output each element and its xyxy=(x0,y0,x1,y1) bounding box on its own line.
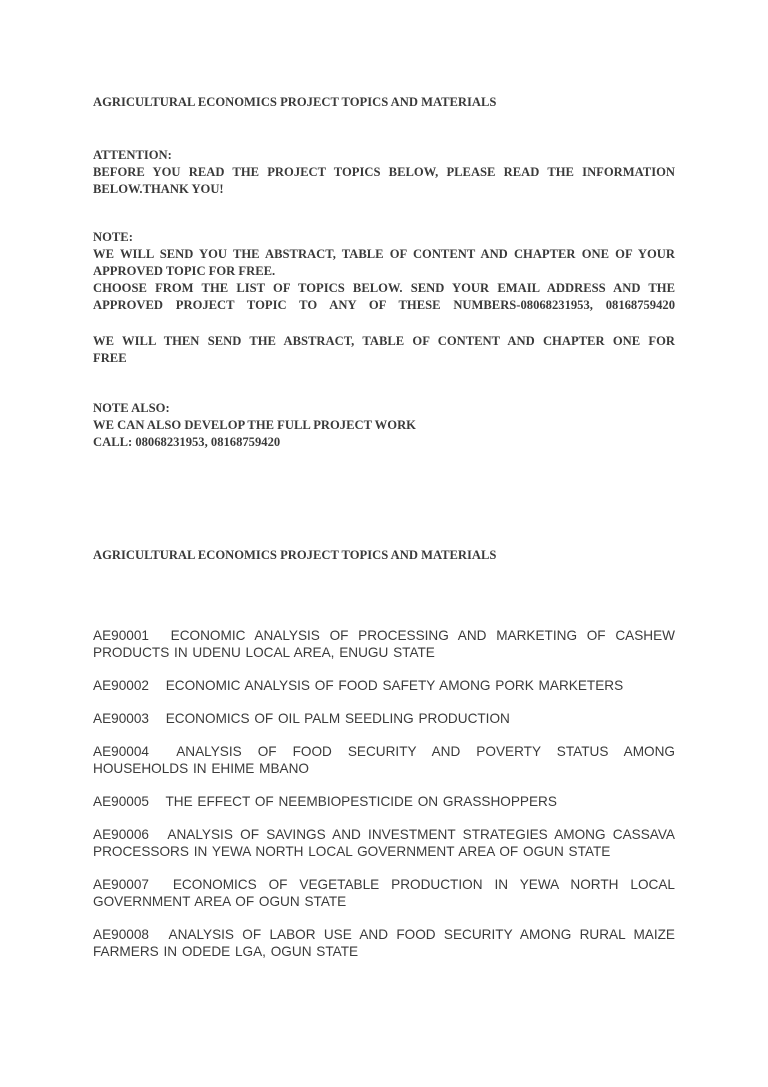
topic-title: ANALYSIS OF LABOR USE AND FOOD SECURITY AMONG RURAL MAIZE FARMERS IN ODEDE LGA, OGUN STATE xyxy=(93,927,676,959)
topic-item xyxy=(93,826,675,860)
note-line: APPROVED TOPIC FOR FREE. xyxy=(93,264,276,278)
attention-line: BEFORE YOU READ THE PROJECT TOPICS BELOW, PLEASE READ THE INFORMATION xyxy=(93,165,675,179)
topic-title: ECONOMIC ANALYSIS OF PROCESSING AND MARKETING OF CASHEW PRODUCTS IN UDENU LOCAL AREA, ENUGU STATE xyxy=(93,628,675,660)
topic-title: ANALYSIS OF FOOD SECURITY AND POVERTY STATUS AMONG HOUSEHOLDS IN EHIME MBANO xyxy=(93,744,675,776)
note-line: APPROVED PROJECT TOPIC TO ANY OF THESE NUMBERS-08068231953, 08168759420 xyxy=(93,298,675,312)
attention-line: BELOW.THANK YOU! xyxy=(93,182,224,196)
topic-item xyxy=(93,926,675,960)
topic-item xyxy=(93,677,675,694)
topic-item xyxy=(93,627,675,661)
note-section xyxy=(93,229,675,314)
note-also-section xyxy=(93,400,675,451)
topics-list-title xyxy=(93,547,675,564)
note-line: WE WILL SEND YOU THE ABSTRACT, TABLE OF CONTENT AND CHAPTER ONE OF YOUR xyxy=(93,247,675,261)
document-title-text: AGRICULTURAL ECONOMICS PROJECT TOPICS AND MATERIALS xyxy=(93,95,497,109)
topic-item xyxy=(93,876,675,910)
topic-title: ECONOMICS OF OIL PALM SEEDLING PRODUCTION xyxy=(165,711,510,726)
topic-title: ANALYSIS OF SAVINGS AND INVESTMENT STRATEGIES AMONG CASSAVA PROCESSORS IN YEWA NORTH LOCAL GOVERNMENT AREA OF OGUN STATE xyxy=(93,827,675,859)
note-also-phone: CALL: 08068231953, 08168759420 xyxy=(93,435,281,449)
topic-title: THE EFFECT OF NEEMBIOPESTICIDE ON GRASSHOPPERS xyxy=(165,794,557,809)
topic-code: AE90004 xyxy=(93,744,149,759)
topic-item xyxy=(93,710,675,727)
then-section xyxy=(93,333,675,367)
topic-code: AE90002 xyxy=(93,678,149,693)
then-line: WE WILL THEN SEND THE ABSTRACT, TABLE OF CONTENT AND CHAPTER ONE FOR xyxy=(93,334,675,348)
topic-code: AE90005 xyxy=(93,794,149,809)
topic-code: AE90006 xyxy=(93,827,149,842)
topic-code: AE90007 xyxy=(93,877,149,892)
document-title xyxy=(93,94,675,111)
attention-label: ATTENTION: xyxy=(93,148,172,162)
note-also-label: NOTE ALSO: xyxy=(93,401,170,415)
topic-title: ECONOMIC ANALYSIS OF FOOD SAFETY AMONG PORK MARKETERS xyxy=(165,678,624,693)
topic-code: AE90003 xyxy=(93,711,149,726)
topic-code: AE90008 xyxy=(93,927,149,942)
attention-section xyxy=(93,147,675,198)
topic-title: ECONOMICS OF VEGETABLE PRODUCTION IN YEWA NORTH LOCAL GOVERNMENT AREA OF OGUN STATE xyxy=(93,877,675,909)
note-label: NOTE: xyxy=(93,230,133,244)
then-line: FREE xyxy=(93,351,127,365)
note-also-line: WE CAN ALSO DEVELOP THE FULL PROJECT WORK xyxy=(93,418,416,432)
topics-list xyxy=(93,627,675,976)
topics-list-title-text: AGRICULTURAL ECONOMICS PROJECT TOPICS AND MATERIALS xyxy=(93,548,497,562)
note-line: CHOOSE FROM THE LIST OF TOPICS BELOW. SEND YOUR EMAIL ADDRESS AND THE xyxy=(93,281,675,295)
topic-item xyxy=(93,793,675,810)
topic-item xyxy=(93,743,675,777)
topic-code: AE90001 xyxy=(93,628,149,643)
